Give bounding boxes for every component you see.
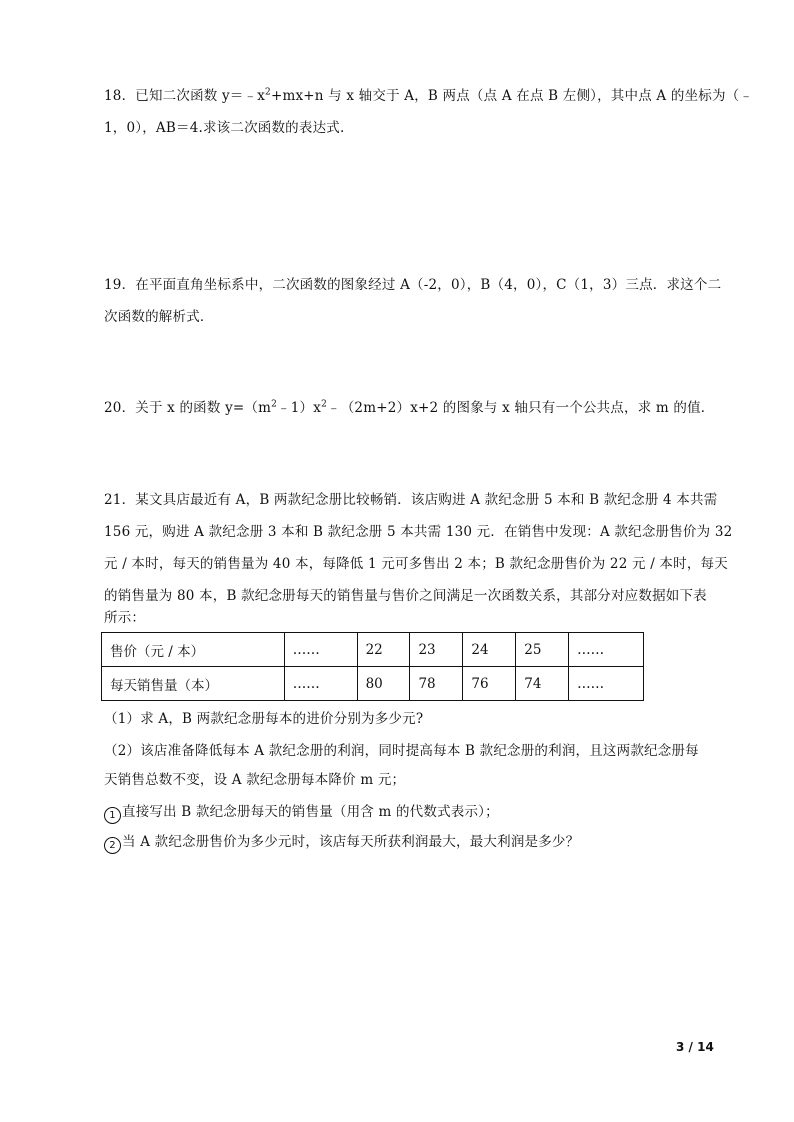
- q21-line-1: 21．某文具店最近有 A，B 两款纪念册比较畅销．该店购进 A 款纪念册 5 本和 B 款纪念册 4 本共需: [104, 492, 718, 508]
- table-cell: ……: [284, 667, 357, 701]
- q20-text: 20．关于 x 的函数 y=（m: [104, 400, 272, 416]
- q18-line-2: 1，0），AB＝4.求该二次函数的表达式.: [104, 120, 345, 136]
- table-cell: ……: [569, 633, 644, 667]
- table-row: [102, 633, 644, 667]
- q21-item-2: [104, 832, 579, 854]
- table-cell: 74: [516, 667, 569, 701]
- table-cell: 24: [463, 633, 516, 667]
- table-cell: 每天销售量（本）: [102, 667, 285, 701]
- q21-item-1: [104, 802, 499, 824]
- q18-text: +mx+n 与 x 轴交于 A，B 两点（点 A 在点 B 左侧），其中点 A 的坐标为（﹣: [270, 88, 754, 104]
- superscript: 2: [265, 87, 271, 98]
- q20-text: ﹣1）x: [277, 400, 322, 416]
- q21-item-2-text: 当 A 款纪念册售价为多少元时，该店每天所获利润最大，最大利润是多少？: [122, 834, 580, 850]
- q21-line-3: 元 / 本时，每天的销售量为 40 本，每降低 1 元可多售出 2 本；B 款纪念册售价为 22 元 / 本时，每天: [104, 556, 728, 572]
- table-cell: ……: [284, 633, 357, 667]
- q20-line-1: [104, 398, 714, 418]
- table-row: [102, 667, 644, 701]
- q21-sub-1: （1）求 A，B 两款纪念册每本的进价分别为多少元?: [104, 711, 424, 727]
- q21-sub-2-line-2: 天销售总数不变，设 A 款纪念册每本降价 m 元；: [104, 772, 406, 788]
- circled-number-2: 2: [104, 837, 121, 854]
- table-cell: ……: [569, 667, 644, 701]
- table-cell: 25: [516, 633, 569, 667]
- table-cell: 80: [357, 667, 410, 701]
- table-cell: 76: [463, 667, 516, 701]
- q21-line-4: 的销售量为 80 本，B 款纪念册每天的销售量与售价之间满足一次函数关系，其部分对应数据如下表: [104, 588, 707, 604]
- superscript: 2: [321, 399, 327, 410]
- page-indicator: 3 / 14: [676, 1040, 714, 1054]
- superscript: 2: [271, 399, 278, 410]
- q20-text: ﹣（2m+2）x+2 的图象与 x 轴只有一个公共点，求 m 的值．: [327, 400, 715, 416]
- q21-item-1-text: 直接写出 B 款纪念册每天的销售量（用含 m 的代数式表示）；: [122, 804, 499, 820]
- q19-line-2: 次函数的解析式．: [104, 309, 214, 325]
- table-cell: 78: [410, 667, 463, 701]
- circled-number-1: 1: [104, 807, 121, 824]
- q18-text: 18．已知二次函数 y＝﹣x: [104, 88, 266, 104]
- table-cell: 23: [410, 633, 463, 667]
- table-cell: 22: [357, 633, 410, 667]
- table-cell: 售价（元 / 本）: [102, 633, 285, 667]
- q21-line-2: 156 元，购进 A 款纪念册 3 本和 B 款纪念册 5 本共需 130 元．在销售中发现：A 款纪念册售价为 32: [104, 524, 733, 540]
- price-sales-table: [101, 632, 644, 701]
- q21-sub-2-line-1: （2）该店准备降低每本 A 款纪念册的利润，同时提高每本 B 款纪念册的利润，且这两款纪念册每: [104, 743, 699, 759]
- q21-line-5: 所示：: [104, 610, 146, 626]
- q19-line-1: 19．在平面直角坐标系中，二次函数的图象经过 A（-2，0），B（4，0），C（1，3）三点．求这个二: [104, 277, 722, 293]
- q18-line-1: [104, 86, 753, 106]
